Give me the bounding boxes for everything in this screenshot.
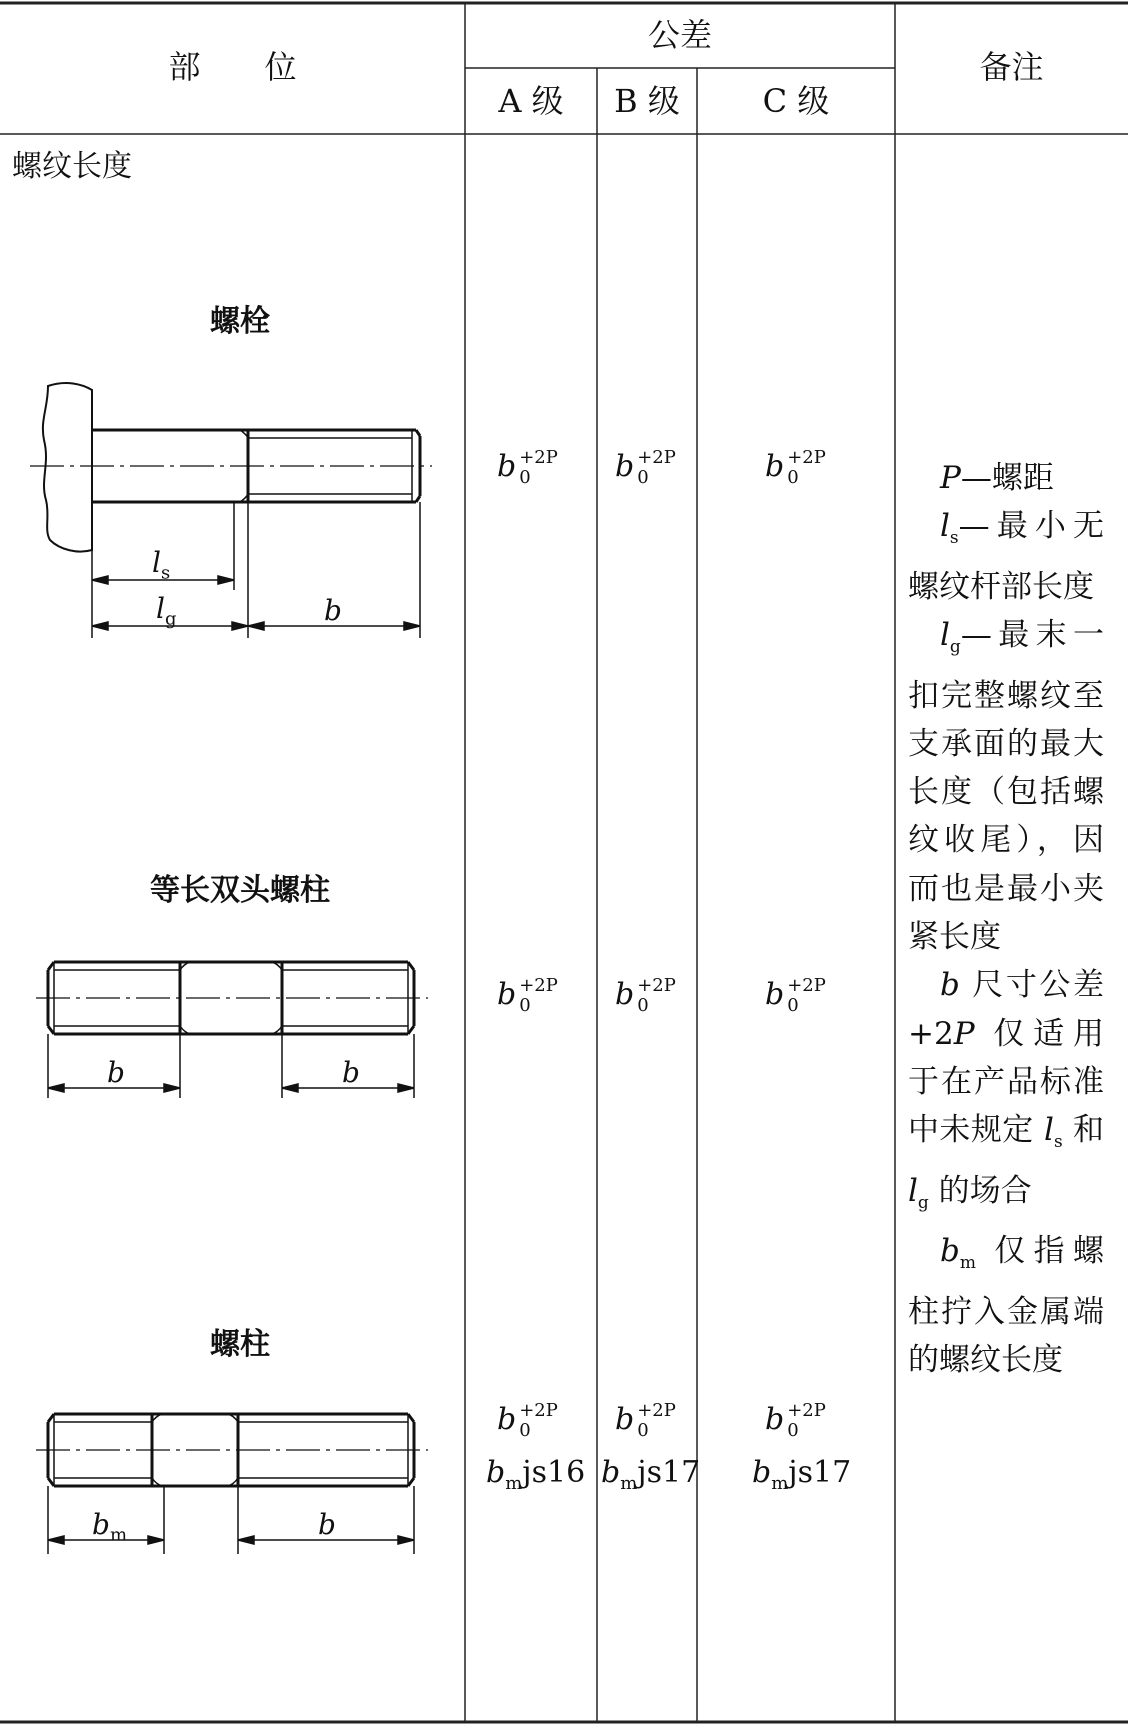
double-stud-drawing (0, 950, 460, 1100)
stud-title: 螺柱 (210, 1327, 270, 1362)
header-grade-a: A 级 (498, 82, 564, 120)
bolt-lg-label: $l_g$ (156, 592, 177, 630)
remark-pitch: P—螺距 (940, 460, 1054, 496)
stud-tol-a: b +2P 0 (497, 1400, 558, 1441)
bolt-title: 螺栓 (210, 304, 270, 339)
remark-lg: $l_g—$最末一扣完整螺纹至支承面的最大长度（包括螺纹收尾），因而也是最小夹紧长度 (908, 617, 1104, 956)
remark-bm: $b_m$ 仅指螺柱拧入金属端的螺纹长度 (908, 1233, 1104, 1378)
bolt-ls-label: $l_s$ (152, 546, 171, 584)
stud-tol-c: b +2P 0 (765, 1400, 826, 1441)
double-stud-tol-a: b +2P 0 (497, 975, 558, 1016)
header-tolerance: 公差 (647, 16, 712, 54)
stud-fit-a: $b_mjs16$ (486, 1455, 586, 1494)
double-stud-b-right-label: b (342, 1056, 360, 1089)
header-grade-b: B 级 (614, 82, 680, 120)
bolt-tol-b: b +2P 0 (615, 447, 676, 488)
bolt-drawing (0, 380, 460, 645)
remark-ls: $l_s—$最小无螺纹杆部长度 (908, 508, 1104, 605)
bolt-b-label: b (324, 594, 342, 627)
section-title: 螺纹长度 (12, 149, 132, 184)
double-stud-title: 等长双头螺柱 (150, 873, 330, 908)
remarks-notes (908, 454, 1104, 1384)
double-stud-b-left-label: b (107, 1056, 125, 1089)
header-remarks: 备注 (979, 48, 1044, 86)
bolt-tol-a: b +2P 0 (497, 447, 558, 488)
double-stud-tol-b: b +2P 0 (615, 975, 676, 1016)
remark-b: b 尺寸公差 +2P 仅适用于在产品标准中未规定 $l_s$ 和 $l_g$ 的场合 (908, 967, 1104, 1213)
stud-tol-b: b +2P 0 (615, 1400, 676, 1441)
stud-bm-label: $b_m$ (92, 1508, 128, 1546)
stud-drawing (0, 1402, 460, 1562)
stud-b-label: b (318, 1508, 336, 1541)
stud-fit-c: $b_mjs17$ (752, 1455, 852, 1494)
header-grade-c: C 级 (762, 82, 830, 120)
bolt-tol-c: b +2P 0 (765, 447, 826, 488)
header-part: 部 位 (168, 48, 297, 86)
stud-fit-b: $b_mjs17$ (601, 1455, 701, 1494)
double-stud-tol-c: b +2P 0 (765, 975, 826, 1016)
